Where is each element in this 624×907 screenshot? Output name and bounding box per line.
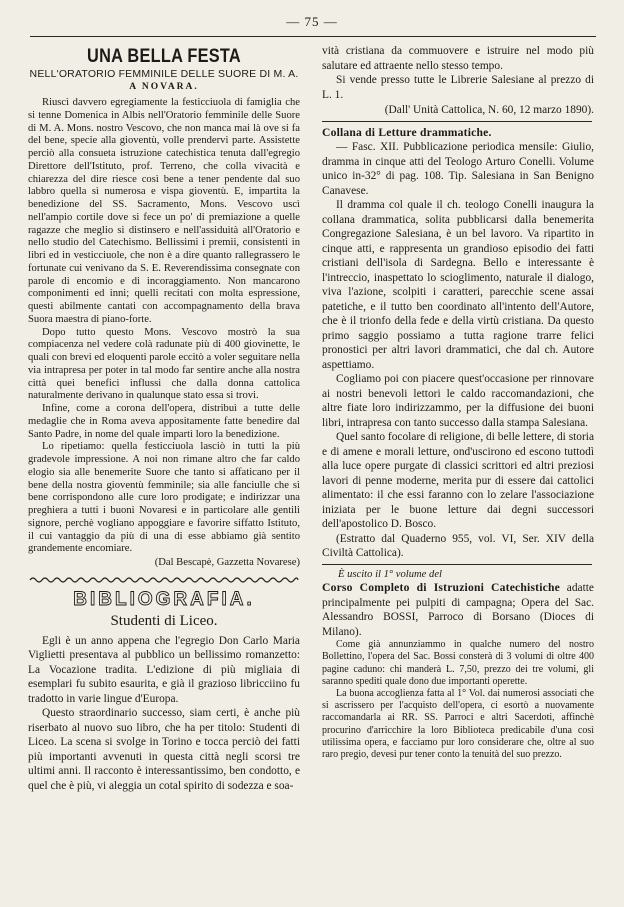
left-column xyxy=(28,44,300,793)
sale-source: (Dall' Unità Cattolica, N. 60, 12 marzo 1890). xyxy=(384,104,594,116)
sale-paragraph: Si vende presso tutte le Librerie Salesiane al prezzo di L. 1. xyxy=(322,74,594,101)
collana-title: Collana di Letture drammatiche. xyxy=(322,125,492,139)
corso-paragraph: La buona accoglienza fatta al 1° Vol. dai numerosi associati che si ascrissero per l'acquisto dell'opera, ci esortò a nuovamente raccomandarla ai RR. SS. Parroci e altri Sacerdoti, affinchè procurino d'arricchire la loro Biblioteca predicabile d'una così utilissima opera, e facciamo pur loro considerare che, oltre al suo raro pregio, devesi pur tener conto la tenuità del suo prezzo. xyxy=(322,688,594,761)
divider xyxy=(322,564,592,565)
collana-source: (Estratto dal Quaderno 955, vol. VI, Ser. XIV della Civiltà Cattolica). xyxy=(322,532,594,559)
section-heading xyxy=(28,589,300,611)
collana-heading xyxy=(322,126,594,141)
corso-heading-block xyxy=(322,581,594,639)
biblio-paragraph: Egli è un anno appena che l'egregio Don Carlo Maria Viglietti presentava al pubblico un bellissimo romanzetto: La Vocazione tradita. L'edizione di più migliaia di esemplari fu subito esaurita, e già il grazioso libricciino fu tradotto in varie lingue d'Europa. xyxy=(28,634,300,705)
article-title: UNA BELLA FESTA xyxy=(87,46,241,67)
continuation-paragraph: vità cristiana da commuovere e istruire nel modo più salutare ed attraente nello stesso tempo. xyxy=(322,45,594,72)
header-rule xyxy=(30,36,596,37)
article-paragraph: Riuscì davvero egregiamente la festicciuola di famiglia che si tenne Domenica in Albis nell'Oratorio femminile delle Suore di M. A. Mons. nostro Vescovo, che non manca mai là ove si fa del bene, specie alla gioventù, volle prendervi parte. Assistette perciò alla consueta istruzione catechistica tenuta dall'egregio Direttore dell'Istituto, prof. Terreno, che colla vivacità e chiarezza del dire riesce così bene a tener pendente dal suo labbro quella sì numerosa e vispa gioventù. E, impartita la benedizione del SS. Sacramento, Mons. Vescovo uscì nell'ampio cortile dove si fece un po' di premiazione a quelle ragazze che meglio si distinsero e nell'assiduità all'Oratorio e nello studio del Catechismo. Bellissimi i premii, consistenti in libri ed in vesticciuole, che non è a dire quanto rallegrassero le fortunate cui venivano da S. E. Reverendissima consegnate con parole di encomio e di incoraggiamento. Non mancarono componimenti ed inni; quelli recitati con molta espressione, questi abilmente cantati con accompagnamento della brava Suora maestra di piano-forte. xyxy=(28,97,300,325)
collana-paragraph: Quel santo focolare di religione, di belle lettere, di storia e di amene e morali letture, ond'uscirono ed escono tuttodì alla luce opere purgate di classici scrittori ed altri preziosi lavori di penne moderne, merita pur di essere dai cattolici alimentato: il che essi faranno con lo zelare l'associazione iniziata per le buone letture dai degni successori dell'apostolico D. Bosco. xyxy=(322,431,594,530)
article-source: (Dal Bescapè, Gazzetta Novarese) xyxy=(154,557,300,568)
decorative-wavy-rule xyxy=(28,575,300,585)
collana-intro: — Fasc. XII. Pubblicazione periodica mensile: Giulio, dramma in cinque atti del Teologo Arturo Conelli. Volume unico in-32° di pag. 108. Tip. Salesiana in San Benigno Canavese. xyxy=(322,141,594,197)
corso-rest: adatte principalmente pei pulpiti di campagna; Opera del Sac. Alessandro BOSSI, Parroco di Borsano (Dioces di Milano). xyxy=(322,582,594,638)
divider xyxy=(322,121,592,122)
collana-paragraph: Il dramma col quale il ch. teologo Conelli inaugura la collana drammatica, solita pubblicarsi dalla benemerita Congregazione Salesiana, è un bel lavoro. Va ripartito in cinque atti, e rappresenta un grandioso episodio dei fatti cristiani dell'isola di Sardegna. Bello e interessante è l'intreccio, inaspettato lo scioglimento, naturale il dialogo, viva l'azione, scolpiti i caratteri, parecchie scene assai patetiche, e il tutto ben coordinato all'intento dell'Autore, che è il trionfo della fede e della virtù cristiana. Da questo primo saggio possiamo a tutta ragione trarre felici pronostici per altri lavori drammatici, che dal ch. Autore aspettiamo. xyxy=(322,199,594,371)
corso-paragraph: Come già annunziammo in qualche numero del nostro Bollettino, l'opera del Sac. Bossi consterà di 3 volumi di oltre 400 pagine caduno: chi manderà L. 7,50, prezzo dei tre volumi, gli saranno spediti quale dono due importanti operette. xyxy=(322,639,594,687)
right-column xyxy=(322,44,594,761)
article-paragraph: Infine, come a corona dell'opera, distribuì a tutte delle medaglie che in Roma aveva appositamente fatte benedire dal Santo Padre, in nome del quale impartì loro la benedizione. xyxy=(28,403,300,440)
article-subtitle: NELL'ORATORIO FEMMINILE DELLE SUORE DI M. A. xyxy=(29,68,299,80)
section-heading-text: BIBLIOGRAFIA. xyxy=(73,588,255,610)
corso-title: Corso Completo di Istruzioni Catechistiche xyxy=(322,581,560,595)
article-paragraph: Lo ripetiamo: quella festicciuola lasciò in tutti la più gradevole impressione. A noi non rimane altro che far caldo elogio sia alle benemerite Suore che tanto si affaticano per il bene della nostra gioventù femminile; sia alle fanciulle che sì bene corrispondono alle cure loro prodigate; e indirizzar una preghiera a tutti i buoni Novaresi e in particolare alle gentili signore, perchè vogliano appoggiare e favorire siffatto Istituto, il cui vantaggio da più di una di esse abbiamo già sentito grandemente encomiare. xyxy=(28,441,300,555)
biblio-paragraph: Questo straordinario successo, siam certi, è anche più riserbato al nuovo suo libro, che ha per titolo: Studenti di Liceo. La scena si svolge in Torino e tocca perciò dei fatti più importanti avvenuti in questa città negli scorsi tre ultimi anni. Il racconto è interessantissimo, ben condotto, e quel che è più, vi aleggia un cotal spirito di sodezza e soa- xyxy=(28,707,300,792)
announce-line: È uscito il 1° volume del xyxy=(338,568,442,580)
article-place: A NOVARA. xyxy=(129,82,199,92)
page-number: — 75 — xyxy=(286,14,338,29)
section-subheading: Studenti di Liceo. xyxy=(110,612,218,629)
collana-paragraph: Cogliamo poi con piacere quest'occasione per rinnovare ai nostri benevoli lettori le caldo raccomandazioni, che altre fiate loro indirizzammo, per la diffusione dei buoni libri, intrapresa con tanto successo dalla stampa Salesiana. xyxy=(322,373,594,429)
article-paragraph: Dopo tutto questo Mons. Vescovo mostrò la sua compiacenza nel vedere colà radunate più di 400 giovinette, le quali con brevi ed eloquenti parole eccitò a voler seguitare nella via intrapresa per poter in tal modo far sentire anche alla nostra città quei benefici influssi che dalla donna cattolica naturalmente derivano in qualunque stato essa si trovi. xyxy=(28,326,300,402)
